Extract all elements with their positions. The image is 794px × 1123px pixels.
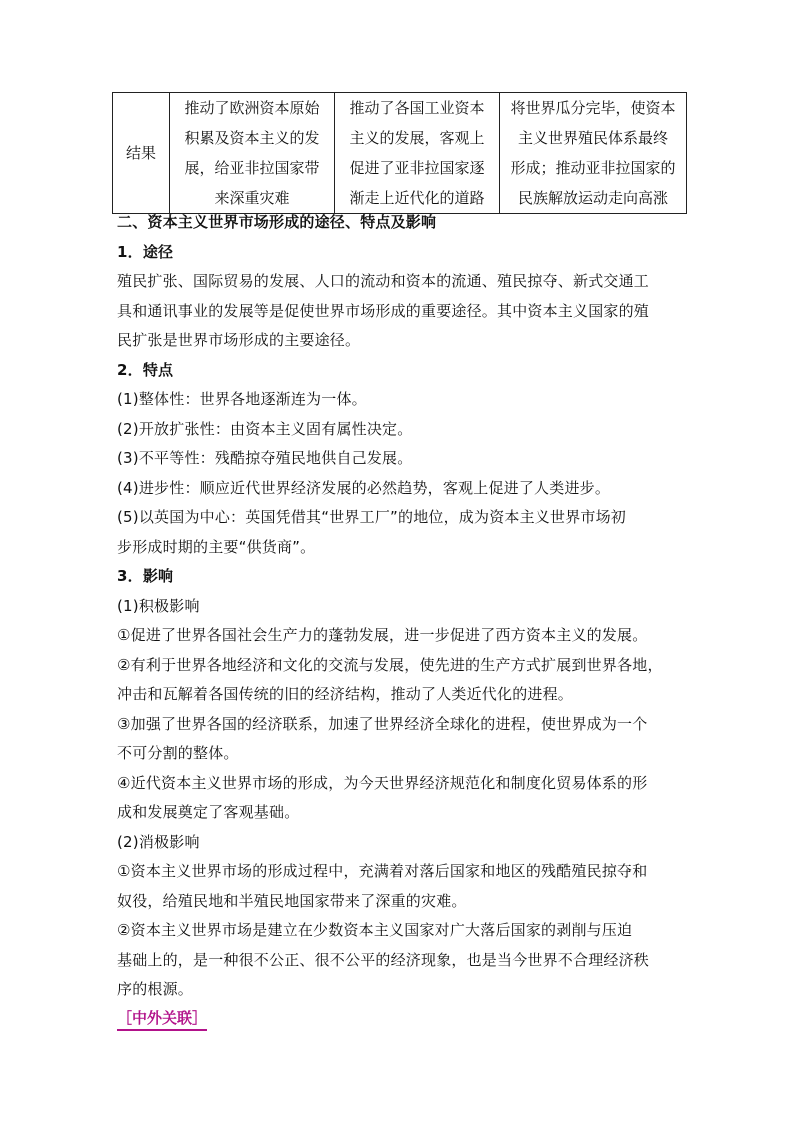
cell-line: 主义世界殖民体系最终 [517, 129, 668, 147]
subsection-title-features: 2．特点 [117, 360, 174, 379]
feature-item: (2)开放扩张性：由资本主义固有属性决定。 [117, 419, 413, 438]
paragraph-line: ④近代资本主义世界市场的形成，为今天世界经济规范化和制度化贸易体系的形 [117, 773, 648, 792]
cell-line: 渐走上近代化的道路 [349, 189, 485, 207]
paragraph-line: 冲击和瓦解着各国传统的旧的经济结构，推动了人类近代化的进程。 [117, 685, 574, 703]
paragraph-line: 不可分割的整体。 [117, 744, 239, 762]
cell-line: 积累及资本主义的发 [184, 129, 320, 147]
paragraph-line: 成和发展奠定了客观基础。 [117, 803, 300, 821]
paragraph-line: 序的根源。 [117, 980, 194, 998]
paragraph-line: 具和通讯事业的发展等是促使世界市场形成的重要途径。其中资本主义国家的殖 [117, 301, 650, 320]
table-cell [500, 93, 687, 214]
positive-impact-title: (1)积极影响 [117, 596, 200, 615]
feature-item: (4)进步性：顺应近代世界经济发展的必然趋势，客观上促进了人类进步。 [117, 478, 611, 497]
comparison-table-result-row [112, 92, 687, 214]
table-row [113, 93, 687, 214]
table-cell [335, 93, 500, 214]
section-heading: 二、资本主义世界市场形成的途径、特点及影响 [117, 213, 437, 231]
feature-item: (1)整体性：世界各地逐渐连为一体。 [117, 390, 367, 408]
paragraph-line: ③加强了世界各国的经济联系，加速了世界经济全球化的进程，使世界成为一个 [117, 714, 648, 733]
cell-line: 展，给亚非拉国家带 [184, 159, 320, 177]
row-label-cell [113, 93, 170, 214]
related-link-label[interactable]: ［中外关联］ [117, 1007, 207, 1031]
paragraph-line: ②有利于世界各地经济和文化的交流与发展，使先进的生产方式扩展到世界各地， [117, 655, 663, 674]
cell-line: 形成；推动亚非拉国家的 [510, 159, 676, 177]
paragraph-line: ②资本主义世界市场是建立在少数资本主义国家对广大落后国家的剥削与压迫 [117, 921, 633, 939]
feature-item: (3)不平等性：残酷掠夺殖民地供自己发展。 [117, 449, 413, 467]
cell-line: 将世界瓜分完毕，使资本 [510, 99, 676, 117]
paragraph-line: ①促进了世界各国社会生产力的蓬勃发展，进一步促进了西方资本主义的发展。 [117, 626, 648, 644]
negative-impact-title: (2)消极影响 [117, 832, 200, 851]
paragraph-line: 民扩张是世界市场形成的主要途径。 [117, 331, 361, 349]
paragraph-line: 基础上的，是一种很不公正、很不公平的经济现象，也是当今世界不合理经济秩 [117, 950, 650, 969]
subsection-title-path: 1．途径 [117, 242, 174, 261]
cell-line: 促进了亚非拉国家逐 [349, 159, 485, 177]
cell-line: 民族解放运动走向高涨 [517, 189, 668, 207]
paragraph-line: 奴役，给殖民地和半殖民地国家带来了深重的灾难。 [117, 891, 467, 910]
paragraph-line: 殖民扩张、国际贸易的发展、人口的流动和资本的流通、殖民掠夺、新式交通工 [117, 272, 650, 290]
subsection-title-impact: 3．影响 [117, 567, 174, 585]
cell-line: 推动了欧洲资本原始 [184, 99, 320, 117]
cell-line: 主义的发展，客观上 [349, 129, 485, 147]
feature-item: 步形成时期的主要“供货商”。 [117, 537, 316, 556]
row-label: 结果 [125, 144, 156, 162]
cell-line: 来深重灾难 [214, 189, 290, 207]
cell-line: 推动了各国工业资本 [349, 99, 485, 117]
table-cell [170, 93, 335, 214]
feature-item: (5)以英国为中心：英国凭借其“世界工厂”的地位，成为资本主义世界市场初 [117, 508, 626, 526]
paragraph-line: ①资本主义世界市场的形成过程中，充满着对落后国家和地区的残酷殖民掠夺和 [117, 862, 648, 880]
main-content [117, 208, 682, 1031]
